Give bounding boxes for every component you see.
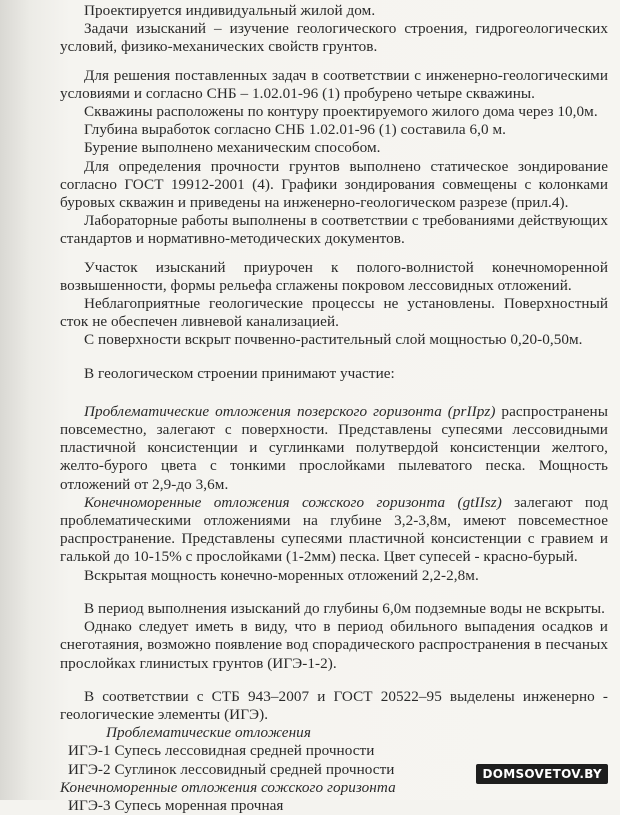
- paragraph-topsoil: С поверхности вскрыт почвенно-растительный слой мощностью 0,20-0,50м.: [84, 331, 583, 349]
- italic-lead-moraine: Конечноморенные отложения сожского горизонта (gtIIsz): [84, 493, 502, 511]
- list-heading-moraine: Конечноморенные отложения сожского горизонта: [60, 778, 396, 796]
- paragraph-laboratory: Лабораторные работы выполнены в соответствии с требованиями действующих стандартов и нормативно-методических документов.: [60, 212, 608, 248]
- paragraph-geology-intro: В геологическом строении принимают участие:: [84, 364, 395, 382]
- paragraph-groundwater-warning: Однако следует иметь в виду, что в период обильного выпадения осадков и снеготаяния, возможно появление вод спорадического распространения в песчаных прослойках глинистых грунтов (ИГЭ-1-2).: [60, 618, 608, 672]
- paragraph-problematic-deposits: [60, 403, 608, 494]
- paragraph-borehole-location: Скважины расположены по контуру проектируемого жилого дома через 10,0м.: [84, 103, 598, 121]
- paragraph-tasks: Задачи изысканий – изучение геологического строения, гидрогеологических условий, физико-механических свойств грунтов.: [60, 20, 608, 56]
- paragraph-project: Проектируется индивидуальный жилой дом.: [84, 2, 376, 19]
- paragraph-problematic-text: распространены повсеместно, залегают с поверхности. Представлены супесями лессовидными пластичной консистенции и суглинками полутвердой консистенции желтого, желто-бурого цвета с тонкими прослойками пылеватого песка. Мощность отложений от 2,9-до 3,6м.: [60, 402, 608, 493]
- paragraph-drilling-method: Бурение выполнено механическим способом.: [84, 139, 381, 157]
- paragraph-engineering-elements: В соответствии с СТБ 943–2007 и ГОСТ 20522–95 выделены инженерно - геологические элементы (ИГЭ).: [60, 687, 608, 723]
- paragraph-boreholes-drilled: Для решения поставленных задач в соответствии с инженерно-геологическими условиями и согласно СНБ – 1.02.01-96 (1) пробурено четыре скважины.: [60, 66, 608, 102]
- paragraph-site-relief: Участок изысканий приурочен к полого-волнистой конечноморенной возвышенности, формы рельефа сглажены покровом лессовидных отложений.: [60, 258, 608, 294]
- paragraph-groundwater: В период выполнения изысканий до глубины 6,0м подземные воды не вскрыты.: [84, 599, 605, 617]
- paragraph-sounding: Для определения прочности грунтов выполнено статическое зондирование согласно ГОСТ 19912-2001 (4). Графики зондирования совмещены с колонками буровых скважин и приведены на инженерно-геологическом разрезе (прил.4).: [60, 157, 608, 212]
- list-item: ИГЭ-1 Супесь лессовидная средней прочности: [68, 742, 375, 760]
- list-item: ИГЭ-3 Супесь моренная прочная: [68, 796, 284, 814]
- site-watermark: DOMSOVETOV.BY: [476, 764, 608, 784]
- paragraph-moraine-deposits: [60, 494, 608, 567]
- paragraph-processes: Неблагоприятные геологические процессы не установлены. Поверхностный сток не обеспечен ливневой канализацией.: [60, 295, 608, 331]
- list-item: ИГЭ-2 Суглинок лессовидный средней прочности: [68, 760, 395, 778]
- italic-lead-problematic: Проблематические отложения позерского горизонта (prIIpz): [84, 402, 496, 420]
- paragraph-moraine-text: залегают под проблематическими отложениями на глубине 3,2-3,8м, имеют повсеместное распространение. Представлены супесями пластичной консистенции с гравием и галькой до 10-15% с прослойками (1-2мм) песка. Цвет супесей - красно-бурый.: [60, 493, 609, 566]
- paragraph-depth: Глубина выработок согласно СНБ 1.02.01-96 (1) составила 6,0 м.: [84, 121, 506, 139]
- list-heading-problematic: Проблематические отложения: [106, 724, 311, 742]
- document-body: [60, 2, 608, 815]
- paragraph-moraine-thickness: Вскрытая мощность конечно-моренных отложений 2,2-2,8м.: [84, 566, 479, 584]
